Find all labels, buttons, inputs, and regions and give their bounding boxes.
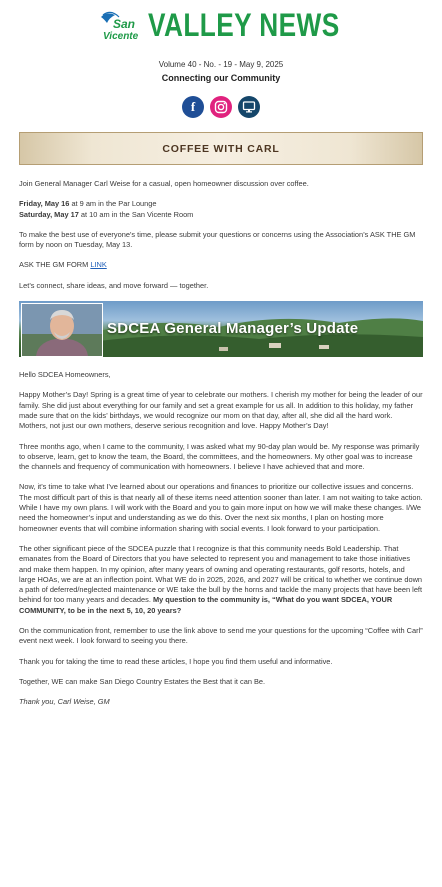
coffee-intro: Join General Manager Carl Weise for a casual, open homeowner discussion over coffee. bbox=[19, 179, 309, 188]
paragraph-thanks: Thank you for taking the time to read these articles, I hope you find them useful and informative. bbox=[19, 656, 333, 666]
gm-update-section bbox=[0, 370, 442, 707]
session-friday bbox=[19, 199, 423, 209]
instagram-icon[interactable] bbox=[210, 96, 232, 118]
bold-leadership-text: The other significant piece of the SDCEA puzzle that I recognize is that this community needs Bold Leadership. That emanates from the Board of Directors that you have selected to represent you and management to take those initiatives and make them happen. In my opinion, after many years of owning and operating restaurants, golf resorts, hotels, and large HOAs, we are at an inflection point. What WE do in 2025, 2026, and 2027 will be critical to whether we continue down a path of deferred/neglected maintenance or WE take the bull by the horns and tackle the many projects that have been left behind for too many years and decades. bbox=[19, 543, 423, 605]
session-saturday-detail: at 10 am in the San Vicente Room bbox=[78, 209, 194, 219]
paragraph-together: Together, WE can make San Diego Country Estates the Best that it can Be. bbox=[19, 676, 266, 686]
facebook-icon[interactable]: f bbox=[182, 96, 204, 118]
ask-gm-form-label: ASK THE GM FORM bbox=[19, 260, 91, 270]
greeting: Hello SDCEA Homeowners, bbox=[19, 370, 111, 380]
coffee-section bbox=[0, 179, 442, 291]
social-links bbox=[0, 96, 442, 118]
coffee-closing: Let’s connect, share ideas, and move forward — together. bbox=[19, 280, 209, 290]
svg-text:San: San bbox=[113, 17, 136, 31]
submit-note: To make the best use of everyone’s time, please submit your questions or concerns using the Association’s ASK THE GM form by noon on Tuesday, May 13. bbox=[19, 229, 416, 250]
paragraph-90-day-plan: Three months ago, when I came to the community, I was asked what my 90-day plan would be. My response was primarily to observe, learn, get to know the team, the Board, the committees, and the homeowners. My other goal was to increase the channels and frequency of communication with homeowners. I believe I have achieved that and more. bbox=[19, 441, 420, 472]
gm-update-banner bbox=[19, 301, 423, 357]
signoff: Thank you, Carl Weise, GM bbox=[19, 697, 110, 707]
tagline: Connecting our Community bbox=[161, 73, 281, 83]
session-friday-day: Friday, May 16 bbox=[19, 199, 70, 209]
paragraph-priorities: Now, it’s time to take what I’ve learned about our operations and finances to prioritize our collective issues and concerns. The most difficult part of this is that nearly all of these items need attention sooner than later. I am not waiting to take action. While I have my own plans. I will work with the Board and you to gain more input on how we will make these changes. I/We need the homeowner’s input and understanding as we do this. Over the next six months, I plan on hosting more homeowner events that will combine information sharing with social events. I look forward to your participation. bbox=[19, 482, 423, 533]
ask-gm-form bbox=[19, 260, 423, 270]
ask-gm-form-link[interactable]: LINK bbox=[90, 260, 107, 270]
masthead bbox=[0, 0, 442, 60]
paragraph-mothers-day: Happy Mother’s Day! Spring is a great time of year to celebrate our mothers. I cherish my mother for being the leader of our family. She did just about everything for our family and set a great example for us all. In addition to this holiday, my father made sure that on the kids’ birthdays, we would recognize our mom on that day, after all, she did all the hard work. Mothers, not just our own mothers, deserve serious recognition and love. Happy Mother’s Day! bbox=[19, 390, 423, 431]
session-saturday bbox=[19, 210, 423, 220]
paragraph-bold-leadership bbox=[19, 544, 423, 616]
svg-text:Vicente: Vicente bbox=[103, 31, 139, 42]
gm-update-title: SDCEA General Manager’s Update bbox=[107, 320, 359, 338]
community-question: My question to the community is, “What do you want SDCEA, YOUR COMMUNITY, to be in the next 5, 10, 20 years? bbox=[19, 595, 393, 615]
monitor-icon[interactable] bbox=[238, 96, 260, 118]
banner-title: COFFEE WITH CARL bbox=[162, 142, 280, 155]
san-vicente-logo bbox=[97, 11, 147, 43]
paragraph-communication: On the communication front, remember to use the link above to send me your questions for the upcoming “Coffee with Carl” event next week. I look forward to seeing you there. bbox=[19, 626, 423, 646]
gm-portrait-photo bbox=[21, 303, 103, 357]
session-saturday-day: Saturday, May 17 bbox=[19, 209, 79, 219]
session-friday-detail: at 9 am in the Par Lounge bbox=[69, 199, 157, 209]
issue-line: Volume 40 - No. - 19 - May 9, 2025 bbox=[158, 60, 284, 69]
newsletter-title: VALLEY NEWS bbox=[148, 7, 340, 43]
coffee-with-carl-banner bbox=[19, 132, 423, 165]
